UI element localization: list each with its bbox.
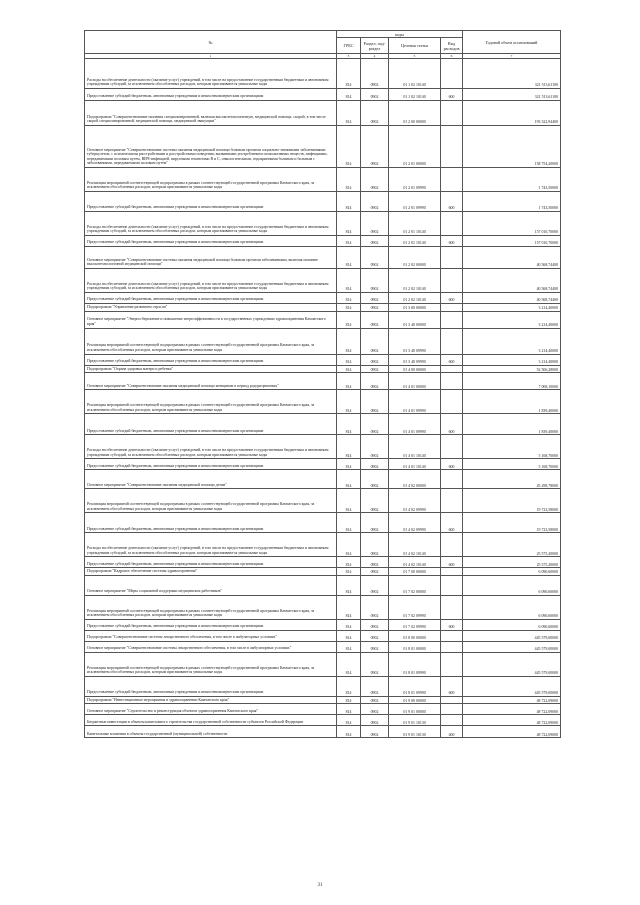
row-razdel: 0902 — [361, 365, 389, 373]
row-grbs: 814 — [337, 470, 361, 489]
row-sum: 3 214,40000 — [463, 304, 561, 312]
row-name: Подпрограмма "Управление развитием отрасли" — [85, 304, 337, 312]
index-cell: 6 — [441, 54, 463, 59]
row-grbs: 814 — [337, 652, 361, 676]
row-sum: 445 579,00000 — [463, 652, 561, 676]
row-grbs: 814 — [337, 459, 361, 470]
row-sum: 445 579,00000 — [463, 676, 561, 696]
table-row — [85, 414, 561, 435]
table-row — [85, 641, 561, 652]
row-name: Расходы на обеспечение деятельности (оказание услуг) учреждений, в том числе на предоставление государственным бюджетным и автономным учреждениям субсидий, за исключением обособленных расходов, которым присваиваются уникальные коды — [85, 212, 337, 236]
row-name: Предоставление субсидий бюджетным, автономным учреждениям и иным некоммерческим организациям — [85, 192, 337, 212]
row-name: Расходы на обеспечение деятельности (оказание услуг) учреждений, в том числе на предоставление государственным бюджетным и автономным учреждениям субсидий, за исключением обособленных расходов, которым присваиваются уникальные коды — [85, 269, 337, 293]
row-csr: 01 9 00 00000 — [389, 696, 441, 704]
row-razdel: 0902 — [361, 696, 389, 704]
row-name: Подпрограмма "Охрана здоровья матери и ребенка" — [85, 365, 337, 373]
index-cell: 7 — [463, 54, 561, 59]
row-grbs: 814 — [337, 236, 361, 247]
row-razdel: 0902 — [361, 489, 389, 513]
row-razdel: 0902 — [361, 304, 389, 312]
row-vr: 600 — [441, 354, 463, 365]
row-name: Предоставление субсидий бюджетным, автономным учреждениям и иным некоммерческим организациям — [85, 293, 337, 304]
header-razdel: Раздел, под-раздел — [361, 38, 389, 54]
row-grbs: 814 — [337, 101, 361, 126]
row-name: Бюджетные инвестиции в объекты капитального строительства государственной собственности субъектов Российской Федерации — [85, 715, 337, 726]
table-body — [85, 59, 561, 738]
row-vr — [441, 470, 463, 489]
row-razdel: 0902 — [361, 533, 389, 557]
row-sum: 1 839,40000 — [463, 414, 561, 435]
header-csr: Целевая статья — [389, 38, 441, 54]
row-grbs: 814 — [337, 365, 361, 373]
row-csr: 01 2 01 09990 — [389, 192, 441, 212]
row-sum: 45 298,78000 — [463, 470, 561, 489]
table-row — [85, 390, 561, 414]
row-razdel: 0902 — [361, 89, 389, 101]
row-name: Предоставление субсидий бюджетным, автономным учреждениям и иным некоммерческим организациям — [85, 513, 337, 533]
row-sum: 6 090,60000 — [463, 619, 561, 630]
row-razdel: 0902 — [361, 59, 389, 89]
row-grbs: 814 — [337, 619, 361, 630]
header-grbs: ГРБС — [337, 38, 361, 54]
row-sum: 193 322,94400 — [463, 101, 561, 126]
row-csr: 01 2 02 10140 — [389, 269, 441, 293]
row-sum: 157 010,70000 — [463, 236, 561, 247]
row-grbs: 814 — [337, 126, 361, 168]
row-csr: 01 2 01 10140 — [389, 236, 441, 247]
row-csr: 01 8 01 09990 — [389, 676, 441, 696]
table-row — [85, 373, 561, 390]
table-row — [85, 311, 561, 328]
table-row — [85, 354, 561, 365]
index-cell: 5 — [389, 54, 441, 59]
table-row — [85, 168, 561, 192]
row-vr — [441, 365, 463, 373]
row-vr: 600 — [441, 513, 463, 533]
row-sum: 1 839,40000 — [463, 390, 561, 414]
table-row — [85, 328, 561, 354]
row-razdel: 0902 — [361, 354, 389, 365]
row-grbs: 814 — [337, 373, 361, 390]
row-grbs: 814 — [337, 715, 361, 726]
row-sum: 445 579,00000 — [463, 630, 561, 641]
row-name: Основное мероприятие "Совершенствование системы оказания медицинской помощи больным прочими социально-значимыми заболеваниями: туберкулезом, с психическими расстройствами и расстройствами поведения, вызванными употреблением психоактивных веществ, инфекциями, передаваемыми половым путем, ВИЧ-инфекцией, вирусными гепатитами В и С, онкологическими, эндокринными больным и больным с заболеваниями, передаваемыми половым путем" — [85, 126, 337, 168]
header-vr: Вид расходов — [441, 38, 463, 54]
header-num: № — [85, 31, 337, 54]
table-row — [85, 212, 561, 236]
row-vr — [441, 568, 463, 576]
row-sum: 3 214,40000 — [463, 328, 561, 354]
table-row — [85, 101, 561, 126]
table-row — [85, 126, 561, 168]
row-vr — [441, 715, 463, 726]
row-name: Реализация мероприятий соответствующей подпрограммы в рамках соответствующей государственной программы Камчатского края, за исключением обособленных расходов, которым присваиваются уникальные коды — [85, 390, 337, 414]
row-grbs: 814 — [337, 192, 361, 212]
index-cell: 1 — [85, 54, 337, 59]
row-sum: 1 743,50000 — [463, 192, 561, 212]
row-csr: 01 4 02 09990 — [389, 513, 441, 533]
row-sum: 157 010,70000 — [463, 212, 561, 236]
row-grbs: 814 — [337, 247, 361, 269]
row-csr: 01 3 40 09990 — [389, 354, 441, 365]
row-name: Реализация мероприятий соответствующей подпрограммы в рамках соответствующей государственной программы Камчатского края, за исключением обособленных расходов, которым присваиваются уникальные коды — [85, 489, 337, 513]
row-razdel: 0902 — [361, 676, 389, 696]
row-razdel: 0902 — [361, 619, 389, 630]
row-name: Расходы на обеспечение деятельности (оказание услуг) учреждений, в том числе на предоставление государственным бюджетным и автономным учреждениям субсидий, за исключением обособленных расходов, которым присваиваются уникальные коды — [85, 435, 337, 459]
row-sum: 445 579,00000 — [463, 641, 561, 652]
row-grbs: 814 — [337, 311, 361, 328]
row-grbs: 814 — [337, 435, 361, 459]
table-row — [85, 696, 561, 704]
row-vr: 600 — [441, 676, 463, 696]
row-csr: 01 2 02 00000 — [389, 247, 441, 269]
row-grbs: 814 — [337, 557, 361, 568]
table-row — [85, 269, 561, 293]
row-vr — [441, 247, 463, 269]
row-name: Основное мероприятие "Меры социальной поддержки медицинских работников" — [85, 575, 337, 595]
row-razdel: 0902 — [361, 575, 389, 595]
row-razdel: 0902 — [361, 414, 389, 435]
row-vr — [441, 168, 463, 192]
row-csr: 01 4 02 10140 — [389, 533, 441, 557]
row-csr: 01 4 02 10140 — [389, 557, 441, 568]
table-row — [85, 236, 561, 247]
table-row — [85, 435, 561, 459]
row-sum: 3 214,40000 — [463, 354, 561, 365]
row-name: Реализация мероприятий соответствующей подпрограммы в рамках соответствующей государственной программы Камчатского края, за исключением обособленных расходов, которым присваиваются уникальные коды — [85, 328, 337, 354]
row-csr: 01 7 00 00000 — [389, 568, 441, 576]
row-razdel: 0902 — [361, 192, 389, 212]
row-name: Подпрограмма "Совершенствование оказания специализированной, включая высокотехнологичную, медицинской помощи, скорой, в том числе скорой специализированной, медицинской помощи, медицинской эвакуации" — [85, 101, 337, 126]
row-csr: 01 7 02 09990 — [389, 619, 441, 630]
row-sum: 19 723,58000 — [463, 513, 561, 533]
row-csr: 01 2 01 10140 — [389, 212, 441, 236]
row-vr — [441, 575, 463, 595]
row-csr: 01 1 02 10140 — [389, 89, 441, 101]
table-row — [85, 59, 561, 89]
table-row — [85, 470, 561, 489]
row-grbs: 814 — [337, 630, 361, 641]
row-razdel: 0902 — [361, 704, 389, 715]
row-razdel: 0902 — [361, 247, 389, 269]
row-sum: 5 168,70000 — [463, 435, 561, 459]
row-razdel: 0902 — [361, 373, 389, 390]
table-row — [85, 715, 561, 726]
row-grbs: 814 — [337, 293, 361, 304]
row-sum: 6 090,60000 — [463, 568, 561, 576]
row-vr — [441, 311, 463, 328]
row-name: Реализация мероприятий соответствующей подпрограммы в рамках соответствующей государственной программы Камчатского края, за исключением обособленных расходов, которым присваиваются уникальные коды — [85, 595, 337, 619]
row-vr: 600 — [441, 192, 463, 212]
row-grbs: 814 — [337, 726, 361, 738]
row-sum: 5 168,70000 — [463, 459, 561, 470]
header-codes: коды — [337, 31, 463, 38]
row-name: Основное мероприятие "Совершенствование системы лекарственного обеспечения, в том числе в амбулаторных условиях" — [85, 641, 337, 652]
row-name: Реализация мероприятий соответствующей подпрограммы в рамках соответствующей государственной программы Камчатского края, за исключением обособленных расходов, которым присваиваются уникальные коды — [85, 168, 337, 192]
table-row — [85, 619, 561, 630]
row-sum: 19 723,58000 — [463, 489, 561, 513]
row-razdel: 0902 — [361, 435, 389, 459]
row-razdel: 0902 — [361, 470, 389, 489]
table-row — [85, 513, 561, 533]
row-razdel: 0902 — [361, 101, 389, 126]
table-row — [85, 726, 561, 738]
table-row — [85, 652, 561, 676]
row-sum: 25 575,20000 — [463, 557, 561, 568]
table-row — [85, 192, 561, 212]
row-vr — [441, 101, 463, 126]
row-sum: 48 722,09000 — [463, 696, 561, 704]
row-csr: 01 1 02 10140 — [389, 59, 441, 89]
row-vr: 600 — [441, 89, 463, 101]
row-razdel: 0902 — [361, 595, 389, 619]
row-razdel: 0902 — [361, 311, 389, 328]
row-vr — [441, 59, 463, 89]
row-csr: 01 8 00 00000 — [389, 630, 441, 641]
row-grbs: 814 — [337, 513, 361, 533]
table-row — [85, 293, 561, 304]
row-vr — [441, 212, 463, 236]
index-cell: 4 — [361, 54, 389, 59]
row-name: Расходы на обеспечение деятельности (оказание услуг) учреждений, в том числе на предоставление государственным бюджетным и автономным учреждениям субсидий, за исключением обособленных расходов, которым присваиваются уникальные коды — [85, 59, 337, 89]
row-razdel: 0902 — [361, 641, 389, 652]
row-name: Предоставление субсидий бюджетным, автономным учреждениям и иным некоммерческим организациям — [85, 354, 337, 365]
row-sum: 40 568,74400 — [463, 269, 561, 293]
row-csr: 01 2 00 00000 — [389, 101, 441, 126]
row-grbs: 814 — [337, 641, 361, 652]
row-csr: 01 4 01 00000 — [389, 373, 441, 390]
table-row — [85, 89, 561, 101]
row-csr: 01 3 00 00000 — [389, 304, 441, 312]
budget-table — [84, 30, 561, 738]
table-row — [85, 595, 561, 619]
row-vr — [441, 704, 463, 715]
row-name: Предоставление субсидий бюджетным, автономным учреждениям и иным некоммерческим организациям — [85, 414, 337, 435]
table-row — [85, 489, 561, 513]
row-name: Подпрограмма "Инвестиционные мероприятия в здравоохранении Камчатского края" — [85, 696, 337, 704]
row-grbs: 814 — [337, 168, 361, 192]
row-razdel: 0902 — [361, 168, 389, 192]
row-grbs: 814 — [337, 489, 361, 513]
table-row — [85, 575, 561, 595]
row-csr: 01 2 01 09990 — [389, 168, 441, 192]
row-csr: 01 4 00 00000 — [389, 365, 441, 373]
row-vr: 600 — [441, 459, 463, 470]
budget-sheet — [84, 30, 560, 738]
row-name: Предоставление субсидий бюджетным, автономным учреждениям и иным некоммерческим организациям — [85, 89, 337, 101]
row-csr: 01 4 01 10140 — [389, 459, 441, 470]
row-name: Реализация мероприятий соответствующей подпрограммы в рамках соответствующей государственной программы Камчатского края, за исключением обособленных расходов, которым присваиваются уникальные коды — [85, 652, 337, 676]
header-volume: Годовой объем ассигнований — [463, 31, 561, 54]
row-razdel: 0902 — [361, 390, 389, 414]
row-grbs: 814 — [337, 704, 361, 715]
row-razdel: 0902 — [361, 513, 389, 533]
table-row — [85, 568, 561, 576]
row-csr: 01 2 01 00000 — [389, 126, 441, 168]
table-row — [85, 304, 561, 312]
row-vr — [441, 630, 463, 641]
row-grbs: 814 — [337, 414, 361, 435]
row-name: Предоставление субсидий бюджетным, автономным учреждениям и иным некоммерческим организациям — [85, 676, 337, 696]
row-csr: 01 2 02 10140 — [389, 293, 441, 304]
row-razdel: 0902 — [361, 269, 389, 293]
row-csr: 01 7 02 00000 — [389, 575, 441, 595]
row-vr — [441, 652, 463, 676]
row-sum: 40 568,74400 — [463, 247, 561, 269]
row-grbs: 814 — [337, 212, 361, 236]
row-name: Предоставление субсидий бюджетным, автономным учреждениям и иным некоммерческим организациям — [85, 619, 337, 630]
row-vr — [441, 328, 463, 354]
table-row — [85, 557, 561, 568]
table-row — [85, 365, 561, 373]
row-vr — [441, 126, 463, 168]
row-razdel: 0902 — [361, 328, 389, 354]
row-vr — [441, 435, 463, 459]
row-name: Предоставление субсидий бюджетным, автономным учреждениям и иным некоммерческим организациям — [85, 459, 337, 470]
index-cell: 3 — [337, 54, 361, 59]
row-name: Подпрограмма "Совершенствование системы лекарственного обеспечения, в том числе в амбулаторных условиях" — [85, 630, 337, 641]
row-grbs: 814 — [337, 533, 361, 557]
row-name: Основное мероприятие "Строительство и реконструкция объектов здравоохранения Камчатского края" — [85, 704, 337, 715]
row-razdel: 0902 — [361, 715, 389, 726]
row-grbs: 814 — [337, 354, 361, 365]
row-name: Основное мероприятие "Совершенствование оказания медицинской помощи детям" — [85, 470, 337, 489]
row-csr: 01 8 01 09990 — [389, 652, 441, 676]
row-csr: 01 9 01 10130 — [389, 726, 441, 738]
row-name: Основное мероприятие "Совершенствование оказания медицинской помощи женщинам в период родоразрешения" — [85, 373, 337, 390]
row-vr — [441, 641, 463, 652]
row-sum: 158 754,20000 — [463, 126, 561, 168]
row-sum: 48 722,09000 — [463, 704, 561, 715]
table-row — [85, 704, 561, 715]
row-grbs: 814 — [337, 269, 361, 293]
row-csr: 01 4 01 09990 — [389, 390, 441, 414]
table-row — [85, 459, 561, 470]
table-row — [85, 676, 561, 696]
row-sum: 321 513,61100 — [463, 89, 561, 101]
row-razdel: 0902 — [361, 236, 389, 247]
row-vr — [441, 489, 463, 513]
row-grbs: 814 — [337, 676, 361, 696]
row-vr — [441, 390, 463, 414]
row-csr: 01 4 01 09990 — [389, 414, 441, 435]
row-grbs: 814 — [337, 595, 361, 619]
row-name: Основное мероприятие "Энергосбережение и повышение энергоэффективности в государственных учреждениях здравоохранения Камчатского края" — [85, 311, 337, 328]
table-row — [85, 533, 561, 557]
row-vr: 600 — [441, 236, 463, 247]
row-vr: 400 — [441, 726, 463, 738]
row-grbs: 814 — [337, 390, 361, 414]
row-name: Предоставление субсидий бюджетным, автономным учреждениям и иным некоммерческим организациям — [85, 236, 337, 247]
table-row — [85, 247, 561, 269]
row-sum: 40 568,74400 — [463, 293, 561, 304]
row-name: Капитальные вложения в объекты государственной (муниципальной) собственности — [85, 726, 337, 738]
row-razdel: 0902 — [361, 726, 389, 738]
row-sum: 48 722,09000 — [463, 715, 561, 726]
row-name: Предоставление субсидий бюджетным, автономным учреждениям и иным некоммерческим организациям — [85, 557, 337, 568]
row-vr: 600 — [441, 414, 463, 435]
row-vr: 600 — [441, 557, 463, 568]
row-sum: 3 214,40000 — [463, 311, 561, 328]
row-grbs: 814 — [337, 328, 361, 354]
row-grbs: 814 — [337, 575, 361, 595]
row-name: Расходы на обеспечение деятельности (оказание услуг) учреждений, в том числе на предоставление государственным бюджетным и автономным учреждениям субсидий, за исключением обособленных расходов, которым присваиваются уникальные коды — [85, 533, 337, 557]
row-sum: 1 743,50000 — [463, 168, 561, 192]
row-vr: 600 — [441, 619, 463, 630]
row-csr: 01 3 40 09990 — [389, 328, 441, 354]
row-razdel: 0902 — [361, 652, 389, 676]
row-razdel: 0902 — [361, 557, 389, 568]
row-csr: 01 8 01 00000 — [389, 641, 441, 652]
row-csr: 01 7 02 09990 — [389, 595, 441, 619]
row-grbs: 814 — [337, 89, 361, 101]
row-csr: 01 4 02 00000 — [389, 470, 441, 489]
row-sum: 48 722,09000 — [463, 726, 561, 738]
row-sum: 6 090,60000 — [463, 595, 561, 619]
row-csr: 01 9 01 10130 — [389, 715, 441, 726]
row-sum: 52 506,28000 — [463, 365, 561, 373]
row-csr: 01 4 01 10140 — [389, 435, 441, 459]
row-csr: 01 3 40 00000 — [389, 311, 441, 328]
row-sum: 25 575,20000 — [463, 533, 561, 557]
row-name: Подпрограмма "Кадровое обеспечение системы здравоохранения" — [85, 568, 337, 576]
row-csr: 01 9 01 00000 — [389, 704, 441, 715]
row-razdel: 0902 — [361, 568, 389, 576]
row-razdel: 0902 — [361, 459, 389, 470]
row-csr: 01 4 02 09990 — [389, 489, 441, 513]
row-razdel: 0902 — [361, 630, 389, 641]
row-vr: 600 — [441, 293, 463, 304]
row-vr — [441, 269, 463, 293]
row-grbs: 814 — [337, 59, 361, 89]
row-vr — [441, 696, 463, 704]
row-razdel: 0902 — [361, 212, 389, 236]
table-row — [85, 630, 561, 641]
row-sum: 7 008,10000 — [463, 373, 561, 390]
row-vr — [441, 373, 463, 390]
row-razdel: 0902 — [361, 126, 389, 168]
row-vr — [441, 304, 463, 312]
row-sum: 6 090,60000 — [463, 575, 561, 595]
row-name: Основное мероприятие "Совершенствование системы оказания медицинской помощи больным прочими заболеваниями, включая оказание высокотехнологичной медицинской помощи" — [85, 247, 337, 269]
row-grbs: 814 — [337, 696, 361, 704]
row-grbs: 814 — [337, 568, 361, 576]
row-razdel: 0902 — [361, 293, 389, 304]
page-number: 31 — [317, 883, 323, 888]
row-vr — [441, 595, 463, 619]
header-row-1 — [85, 31, 561, 38]
row-grbs: 814 — [337, 304, 361, 312]
row-sum: 321 513,61100 — [463, 59, 561, 89]
row-vr — [441, 533, 463, 557]
